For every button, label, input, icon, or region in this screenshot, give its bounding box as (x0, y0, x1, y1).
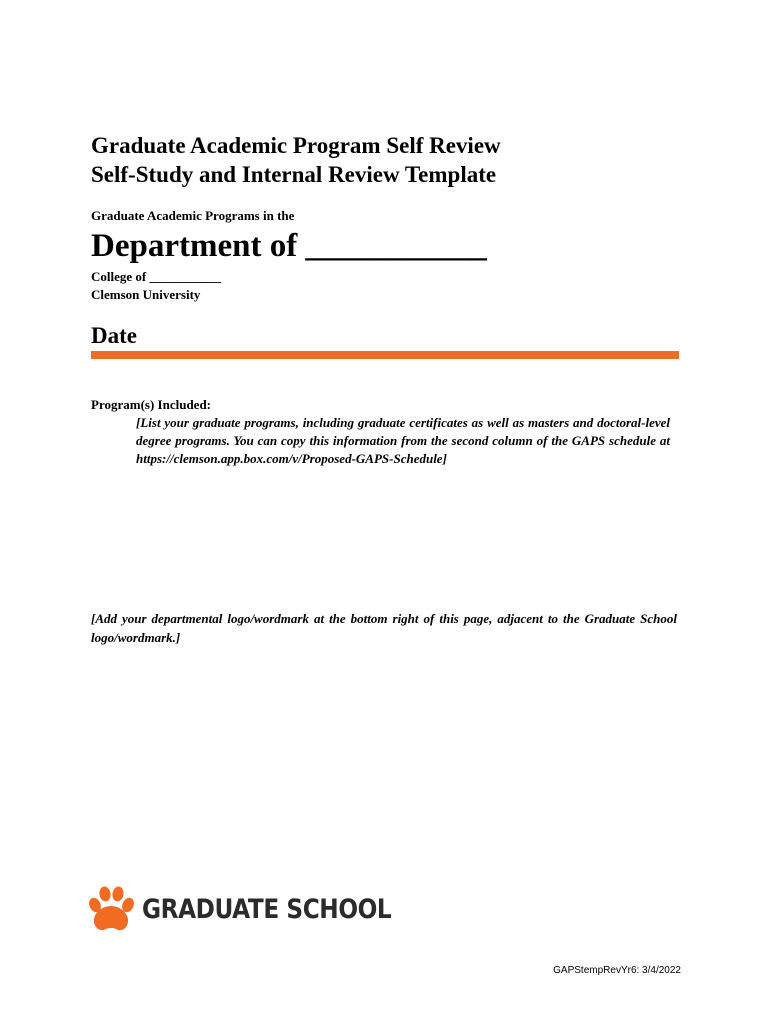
department-heading: Department of ___________ (91, 228, 487, 264)
graduate-school-logo (88, 886, 432, 934)
logo-instruction-note: [Add your departmental logo/wordmark at the bottom right of this page, adjacent to the Graduate School logo/wordmark.] (91, 611, 677, 645)
programs-label: Program(s) Included: (91, 397, 212, 412)
intro-text: Graduate Academic Programs in the (91, 208, 295, 223)
revision-footer: GAPStempRevYr6: 3/4/2022 (553, 965, 681, 976)
orange-divider (91, 351, 679, 359)
programs-description: [List your graduate programs, including graduate certificates as well as masters and doctoral-level degree programs. You can copy this information from the second column of the GAPS schedule at https://clemson.app.box.com/v/Proposed-GAPS-Schedule] (136, 415, 670, 466)
date-heading: Date (91, 323, 137, 348)
college-line: College of ___________ (91, 269, 221, 284)
document-title-line-2: Self-Study and Internal Review Template (91, 162, 497, 187)
document-title-line-1: Graduate Academic Program Self Review (91, 133, 501, 158)
graduate-school-wordmark: GRADUATE SCHOOL (142, 894, 392, 925)
tiger-paw-icon (88, 886, 134, 934)
university-line: Clemson University (91, 287, 201, 302)
